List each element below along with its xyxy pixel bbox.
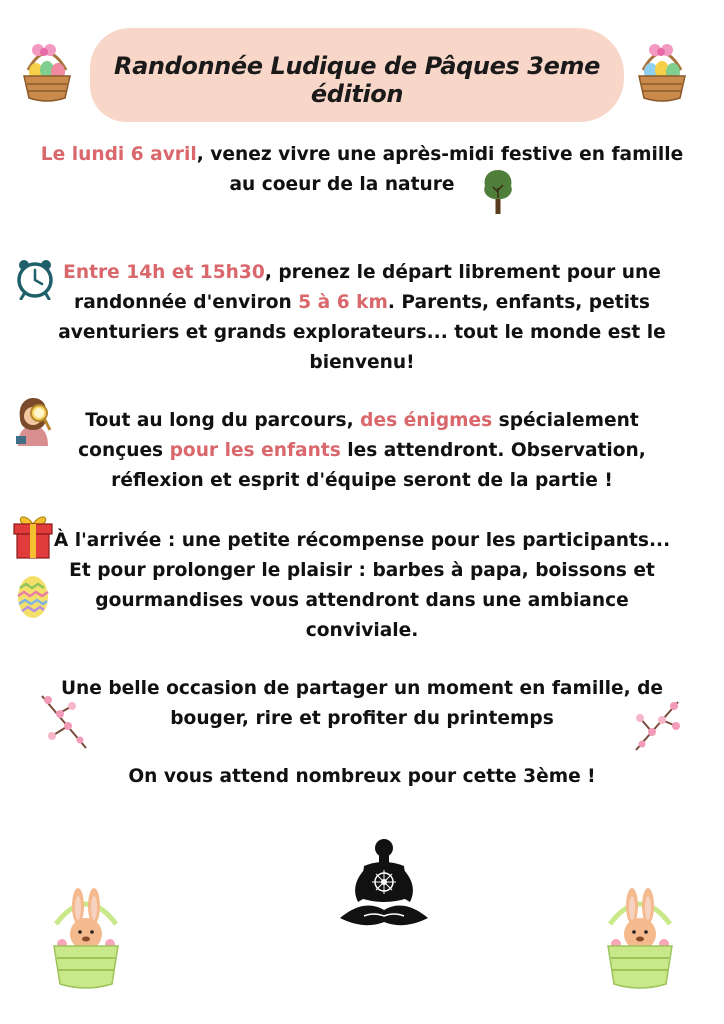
- kids-highlight: pour les enfants: [169, 440, 341, 461]
- bunny-basket-icon: [50, 884, 122, 990]
- departure-paragraph: Entre 14h et 15h30, prenez le départ librement pour une randonnée d'environ 5 à 6 km. Parents, enfants, petits aventuriers et grands explorateurs... tout le monde est le bienvenu!: [58, 262, 666, 373]
- occasion-paragraph: Une belle occasion de partager un moment en famille, de bouger, rire et profiter du printemps: [60, 678, 664, 729]
- easter-basket-icon: [635, 40, 689, 102]
- closing-text: On vous attend nombreux pour cette 3ème !: [128, 766, 596, 787]
- tree-icon: [480, 168, 516, 216]
- event-date: Le lundi 6 avril: [40, 144, 197, 165]
- intro-paragraph: Le lundi 6 avril, venez vivre une après-midi festive en famille au coeur de la nature: [40, 144, 684, 195]
- distance: 5 à 6 km: [298, 292, 388, 313]
- meditation-icon: [334, 836, 434, 934]
- page-title: Randonnée Ludique de Pâques 3eme édition: [114, 52, 600, 108]
- arrival-paragraph: À l'arrivée : une petite récompense pour les participants... Et pour prolonger le plaisir : barbes à papa, boissons et gourmandises vous attendront dans une ambiance conviviale.: [53, 530, 671, 641]
- bunny-basket-icon: [604, 884, 676, 990]
- easter-basket-icon: [20, 40, 74, 102]
- riddles-highlight: des énigmes: [360, 410, 493, 431]
- departure-time: Entre 14h et 15h30: [63, 262, 265, 283]
- riddles-paragraph: Tout au long du parcours, des énigmes spécialement conçues pour les enfants les attendront. Observation, réflexion et esprit d'équipe seront de la partie !: [78, 410, 646, 491]
